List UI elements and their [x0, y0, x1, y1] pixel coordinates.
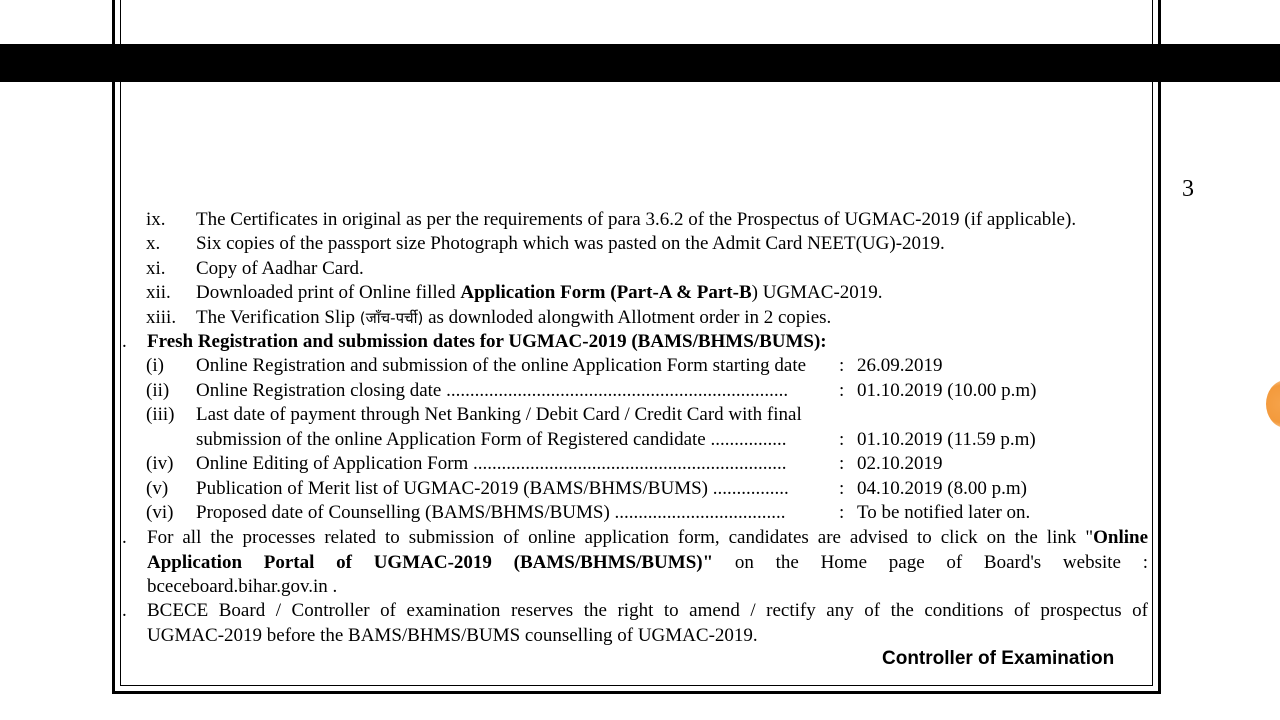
row-number: (vi): [146, 502, 174, 523]
section-bullet: .: [122, 527, 127, 548]
list-item-text: Six copies of the passport size Photograph which was pasted on the Admit Card NEET(UG)-2019.: [196, 233, 945, 254]
section-bullet: .: [122, 600, 127, 621]
row-number: (ii): [146, 380, 170, 401]
row-colon: :: [839, 502, 845, 523]
hindi-text: (जाँच-पर्ची): [359, 309, 424, 327]
row-colon: :: [839, 380, 845, 401]
row-label: Online Editing of Application Form ..................................................................: [196, 453, 787, 474]
row-value: To be notified later on.: [857, 502, 1031, 523]
list-item-text: The Verification Slip (जाँच-पर्ची) as downloded alongwith Allotment order in 2 copies.: [196, 307, 832, 328]
row-value: 02.10.2019: [857, 453, 943, 474]
row-number: (iii): [146, 404, 175, 425]
list-item-number: x.: [146, 233, 161, 254]
row-colon: :: [839, 453, 845, 474]
signature-title: Controller of Examination: [882, 648, 1115, 669]
row-number: (i): [146, 355, 164, 376]
row-label: Last date of payment through Net Banking / Debit Card / Credit Card with final: [196, 404, 802, 425]
list-item-number: xii.: [146, 282, 171, 303]
row-label: Online Registration and submission of the online Application Form starting date: [196, 355, 807, 376]
row-colon: :: [839, 478, 845, 499]
row-colon: :: [839, 429, 845, 450]
list-item-text: The Certificates in original as per the requirements of para 3.6.2 of the Prospectus of UGMAC-2019 (if applicable).: [196, 209, 1077, 230]
dates-section-heading: Fresh Registration and submission dates for UGMAC-2019 (BAMS/BHMS/BUMS):: [147, 331, 827, 352]
list-item-number: ix.: [146, 209, 166, 230]
amendment-note: BCECE Board / Controller of examination reserves the right to amend / rectify any of the conditions of prospectus of UGMAC-2019 before the BAMS/BHMS/BUMS counselling of UGMAC-2019.: [147, 600, 1148, 646]
list-item-text: Copy of Aadhar Card.: [196, 258, 364, 279]
row-label: Publication of Merit list of UGMAC-2019 (BAMS/BHMS/BUMS) ................: [196, 478, 789, 499]
row-label: Online Registration closing date ........................................................................: [196, 380, 789, 401]
row-label: Proposed date of Counselling (BAMS/BHMS/BUMS) ....................................: [196, 502, 786, 523]
online-portal-note: For all the processes related to submission of online application form, candidates are advised to click on the link "Online Application Portal of UGMAC-2019 (BAMS/BHMS/BUMS)" on the Home page of Board's website : bceceboard.bihar.gov.in .: [147, 526, 1148, 600]
row-value: 04.10.2019 (8.00 p.m): [857, 478, 1027, 499]
list-item-number: xiii.: [146, 307, 177, 328]
row-value: 01.10.2019 (11.59 p.m): [857, 429, 1036, 450]
row-label-continued: submission of the online Application Form of Registered candidate ................: [196, 429, 787, 450]
row-value: 26.09.2019: [857, 355, 943, 376]
black-redaction-bar: [0, 44, 1280, 82]
section-bullet: .: [122, 331, 127, 352]
row-colon: :: [839, 355, 845, 376]
website-link[interactable]: bceceboard.bihar.gov.in .: [147, 576, 338, 597]
list-item-number: xi.: [146, 258, 166, 279]
row-number: (iv): [146, 453, 174, 474]
list-item-text: Downloaded print of Online filled Application Form (Part-A & Part-B) UGMAC-2019.: [196, 282, 883, 303]
row-value: 01.10.2019 (10.00 p.m): [857, 380, 1037, 401]
scroll-indicator-dot[interactable]: [1266, 380, 1280, 428]
row-number: (v): [146, 478, 169, 499]
page-number: 3: [1182, 176, 1194, 202]
